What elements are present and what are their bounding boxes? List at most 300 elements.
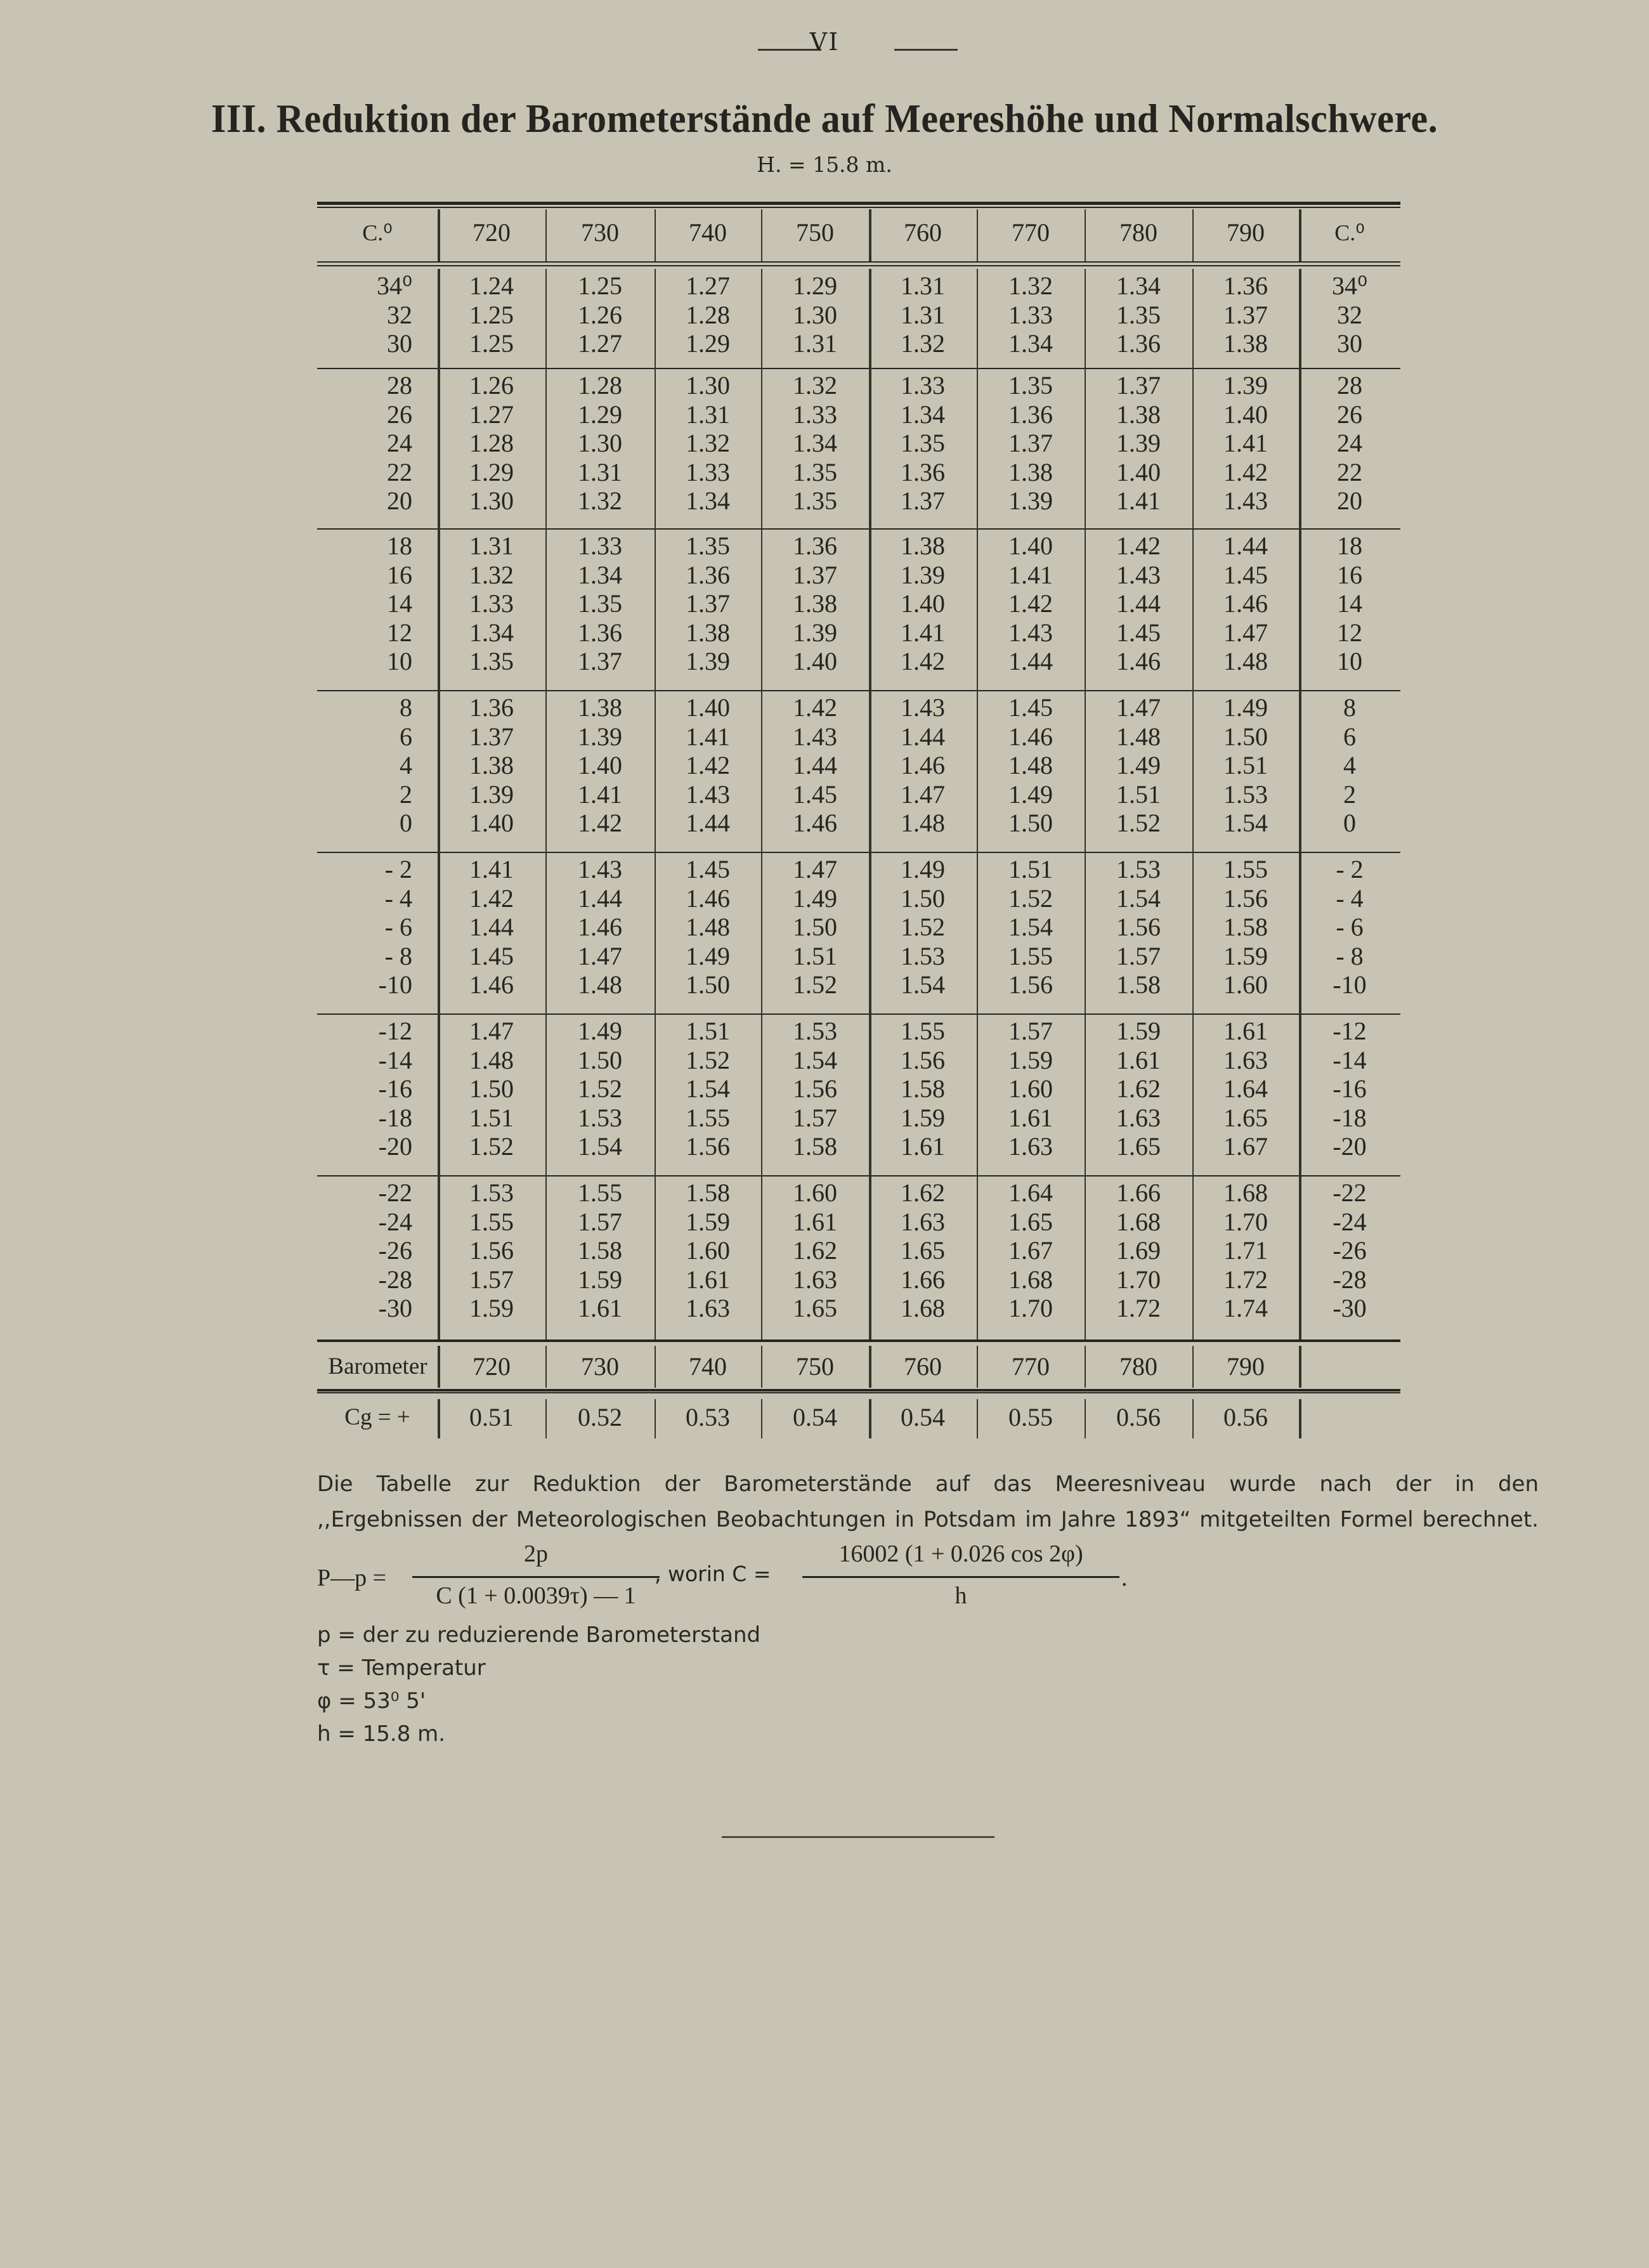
page-title: III. Reduktion der Barometerstände auf Meereshöhe und Normalschwere. [211, 96, 1438, 141]
table-cell: 1.39 [686, 647, 730, 675]
temperature-label: 4 [400, 751, 412, 779]
table-cell: 1.56 [1223, 883, 1268, 913]
table-cell: 1.34 [686, 486, 730, 515]
page-number-rule-right [894, 49, 958, 51]
table-cell: 1.57 [578, 1207, 622, 1236]
temperature-label-right: 30 [1337, 329, 1362, 358]
table-cell: 1.33 [469, 589, 514, 618]
table-cell: 1.37 [793, 560, 837, 589]
table-cell: 1.46 [578, 913, 622, 941]
table-cell: 1.37 [901, 486, 945, 515]
temperature-label-right: 22 [1337, 457, 1362, 486]
group-separator-rule [317, 528, 1400, 530]
table-cell: 1.40 [686, 693, 730, 722]
table-cell: 1.29 [469, 457, 514, 486]
formula-separator: , worin C = [655, 1561, 771, 1586]
table-cell: 1.52 [469, 1132, 514, 1161]
table-cell: 1.60 [686, 1236, 730, 1265]
table-cell: 1.57 [1116, 941, 1161, 970]
table-cell: 1.61 [1008, 1103, 1053, 1132]
table-cell: 1.68 [901, 1294, 945, 1322]
column-header: 770 [1012, 218, 1050, 247]
temperature-label-right: 32 [1337, 300, 1362, 329]
table-cell: 1.25 [469, 329, 514, 358]
table-cell: 1.59 [686, 1207, 730, 1236]
barometer-value: 790 [1227, 1352, 1265, 1381]
table-cell: 1.48 [901, 809, 945, 837]
table-cell: 1.43 [1008, 618, 1053, 647]
temperature-label: -28 [378, 1265, 412, 1294]
table-cell: 1.50 [1008, 809, 1053, 837]
table-cell: 1.57 [469, 1265, 514, 1294]
formula-frac2-numerator: 16002 (1 + 0.026 cos 2φ) [838, 1541, 1083, 1567]
temperature-label-right: 2 [1343, 779, 1356, 809]
table-cell: 1.36 [686, 560, 730, 589]
table-cell: 1.63 [686, 1294, 730, 1322]
table-cell: 1.52 [793, 970, 837, 999]
table-cell: 1.50 [901, 883, 945, 913]
column-header: 780 [1119, 218, 1157, 247]
table-cell: 1.63 [1008, 1132, 1053, 1161]
table-cell: 1.35 [469, 647, 514, 675]
closing-rule [722, 1836, 994, 1838]
table-cell: 1.27 [578, 329, 622, 358]
table-cell: 1.48 [1223, 647, 1268, 675]
table-cell: 1.28 [686, 300, 730, 329]
table-cell: 1.36 [578, 618, 622, 647]
table-cell: 1.44 [469, 913, 514, 941]
table-cell: 1.63 [901, 1207, 945, 1236]
table-cell: 1.26 [578, 300, 622, 329]
table-cell: 1.35 [686, 531, 730, 560]
table-cell: 1.43 [793, 722, 837, 751]
explanation-line-2: ,,Ergebnissen der Meteorologischen Beobachtungen in Potsdam im Jahre 1893“ mitgeteilten Formel berechnet. [317, 1507, 1539, 1532]
table-cell: 1.70 [1008, 1294, 1053, 1322]
table-cell: 1.57 [793, 1103, 837, 1132]
table-cell: 1.38 [1223, 329, 1268, 358]
variable-tau: τ = Temperatur [317, 1655, 486, 1681]
table-cell: 1.49 [578, 1017, 622, 1045]
table-cell: 1.42 [686, 751, 730, 779]
gravity-correction-value: 0.54 [793, 1403, 837, 1431]
table-cell: 1.30 [578, 429, 622, 457]
table-cell: 1.65 [793, 1294, 837, 1322]
temperature-label: 30 [387, 329, 412, 358]
table-cell: 1.65 [1008, 1207, 1053, 1236]
table-cell: 1.36 [469, 693, 514, 722]
temperature-label: 2 [400, 779, 412, 809]
temperature-label-right: -10 [1333, 970, 1367, 999]
table-cell: 1.58 [1116, 970, 1161, 999]
table-cell: 1.56 [1008, 970, 1053, 999]
table-cell: 1.51 [1223, 751, 1268, 779]
temperature-label-right: 16 [1337, 560, 1362, 589]
table-cell: 1.41 [578, 779, 622, 809]
table-cell: 1.30 [686, 371, 730, 400]
table-cell: 1.51 [1116, 779, 1161, 809]
table-cell: 1.54 [901, 970, 945, 999]
table-cell: 1.52 [1116, 809, 1161, 837]
table-cell: 1.51 [793, 941, 837, 970]
temperature-label: -26 [378, 1236, 412, 1265]
table-cell: 1.61 [686, 1265, 730, 1294]
table-cell: 1.25 [469, 300, 514, 329]
table-cell: 1.41 [469, 855, 514, 883]
table-cell: 1.45 [469, 941, 514, 970]
table-cell: 1.41 [1223, 429, 1268, 457]
table-cell: 1.31 [469, 531, 514, 560]
table-cell: 1.64 [1223, 1074, 1268, 1103]
header-corner-left: C.⁰ [362, 220, 393, 245]
temperature-label-right: -26 [1333, 1236, 1367, 1265]
table-cell: 1.31 [901, 300, 945, 329]
table-cell: 1.36 [1116, 329, 1161, 358]
table-cell: 1.37 [469, 722, 514, 751]
table-cell: 1.40 [901, 589, 945, 618]
table-cell: 1.59 [1116, 1017, 1161, 1045]
formula-frac2-line [802, 1576, 1119, 1578]
table-cell: 1.39 [901, 560, 945, 589]
table-cell: 1.58 [578, 1236, 622, 1265]
table-cell: 1.32 [1008, 271, 1053, 300]
formula-end: . [1121, 1565, 1128, 1591]
table-cell: 1.33 [686, 457, 730, 486]
table-cell: 1.66 [901, 1265, 945, 1294]
explanation-line-1: Die Tabelle zur Reduktion der Barometerstände auf das Meeresniveau wurde nach der in den [317, 1471, 1539, 1497]
table-cell: 1.32 [793, 371, 837, 400]
temperature-label-right: -22 [1333, 1178, 1367, 1207]
temperature-label: 10 [387, 647, 412, 675]
table-cell: 1.54 [1223, 809, 1268, 837]
formula-lhs: P—p = [317, 1565, 387, 1591]
table-cell: 1.47 [1223, 618, 1268, 647]
table-cell: 1.51 [469, 1103, 514, 1132]
table-cell: 1.38 [793, 589, 837, 618]
station-height: H. = 15.8 m. [757, 152, 892, 177]
barometer-bottom-rule-2 [317, 1392, 1400, 1393]
table-cell: 1.62 [901, 1178, 945, 1207]
temperature-label: -18 [378, 1103, 412, 1132]
table-cell: 1.37 [1008, 429, 1053, 457]
temperature-label-right: - 2 [1336, 855, 1364, 883]
temperature-label-right: -16 [1333, 1074, 1367, 1103]
temperature-label-right: 24 [1337, 429, 1362, 457]
table-cell: 1.45 [1223, 560, 1268, 589]
table-cell: 1.61 [1223, 1017, 1268, 1045]
table-cell: 1.32 [901, 329, 945, 358]
barometer-row-label: Barometer [328, 1353, 427, 1379]
table-cell: 1.43 [1223, 486, 1268, 515]
variable-p: p = der zu reduzierende Barometerstand [317, 1622, 761, 1648]
table-cell: 1.34 [1008, 329, 1053, 358]
table-cell: 1.63 [793, 1265, 837, 1294]
temperature-label-right: -28 [1333, 1265, 1367, 1294]
table-cell: 1.46 [901, 751, 945, 779]
table-cell: 1.72 [1116, 1294, 1161, 1322]
table-cell: 1.32 [686, 429, 730, 457]
table-cell: 1.44 [1116, 589, 1161, 618]
variable-list [317, 1619, 760, 1750]
table-cell: 1.35 [578, 589, 622, 618]
table-cell: 1.44 [901, 722, 945, 751]
table-cell: 1.40 [578, 751, 622, 779]
temperature-label: -30 [378, 1294, 412, 1322]
temperature-label: -12 [378, 1017, 412, 1045]
table-cell: 1.54 [1008, 913, 1053, 941]
table-cell: 1.58 [1223, 913, 1268, 941]
table-cell: 1.38 [901, 531, 945, 560]
table-cell: 1.50 [469, 1074, 514, 1103]
table-cell: 1.32 [469, 560, 514, 589]
table-cell: 1.50 [1223, 722, 1268, 751]
table-cell: 1.65 [1116, 1132, 1161, 1161]
table-cell: 1.37 [686, 589, 730, 618]
table-cell: 1.68 [1008, 1265, 1053, 1294]
table-cell: 1.40 [793, 647, 837, 675]
table-cell: 1.42 [1116, 531, 1161, 560]
table-cell: 1.34 [1116, 271, 1161, 300]
temperature-label: -14 [378, 1045, 412, 1074]
table-cell: 1.63 [1116, 1103, 1161, 1132]
table-cell: 1.69 [1116, 1236, 1161, 1265]
table-cell: 1.55 [578, 1178, 622, 1207]
table-cell: 1.49 [1223, 693, 1268, 722]
barometer-bottom-rule [317, 1389, 1400, 1391]
table-cell: 1.46 [686, 883, 730, 913]
temperature-label-right: 26 [1337, 400, 1362, 429]
barometer-value: 720 [473, 1352, 511, 1381]
formula [317, 1540, 1142, 1622]
temperature-label-right: 34⁰ [1331, 271, 1368, 300]
barometer-value: 750 [796, 1352, 834, 1381]
table-cell: 1.54 [686, 1074, 730, 1103]
temperature-label: 24 [387, 429, 412, 457]
table-cell: 1.36 [901, 457, 945, 486]
table-cell: 1.45 [1008, 693, 1053, 722]
table-cell: 1.39 [1223, 371, 1268, 400]
table-cell: 1.74 [1223, 1294, 1268, 1322]
table-cell: 1.35 [901, 429, 945, 457]
variable-h: h = 15.8 m. [317, 1721, 446, 1747]
table-cell: 1.38 [578, 693, 622, 722]
table-cell: 1.55 [469, 1207, 514, 1236]
table-cell: 1.59 [1008, 1045, 1053, 1074]
table-cell: 1.24 [469, 271, 514, 300]
barometer-value: 740 [689, 1352, 727, 1381]
table-cell: 1.61 [578, 1294, 622, 1322]
table-cell: 1.33 [578, 531, 622, 560]
temperature-label-right: 28 [1337, 371, 1362, 400]
temperature-label-right: 18 [1337, 531, 1362, 560]
table-cell: 1.50 [793, 913, 837, 941]
temperature-label-right: -18 [1333, 1103, 1367, 1132]
table-cell: 1.34 [578, 560, 622, 589]
table-cell: 1.48 [578, 970, 622, 999]
table-cell: 1.44 [578, 883, 622, 913]
table-cell: 1.59 [1223, 941, 1268, 970]
table-cell: 1.72 [1223, 1265, 1268, 1294]
temperature-label-right: 4 [1343, 751, 1356, 779]
table-cell: 1.37 [578, 647, 622, 675]
table-cell: 1.47 [578, 941, 622, 970]
gravity-correction-value: 0.56 [1223, 1403, 1268, 1431]
table-cell: 1.31 [901, 271, 945, 300]
table-cell: 1.59 [578, 1265, 622, 1294]
gravity-correction-value: 0.55 [1008, 1403, 1053, 1431]
table-cell: 1.37 [1223, 300, 1268, 329]
table-cell: 1.44 [686, 809, 730, 837]
table-cell: 1.61 [793, 1207, 837, 1236]
table-cell: 1.41 [901, 618, 945, 647]
table-cell: 1.68 [1223, 1178, 1268, 1207]
table-cell: 1.55 [686, 1103, 730, 1132]
table-cell: 1.38 [686, 618, 730, 647]
table-cell: 1.68 [1116, 1207, 1161, 1236]
column-header: 750 [796, 218, 834, 247]
table-cell: 1.42 [578, 809, 622, 837]
table-cell: 1.64 [1008, 1178, 1053, 1207]
temperature-label: 22 [387, 457, 412, 486]
header-corner-right: C.⁰ [1334, 220, 1365, 245]
table-cell: 1.66 [1116, 1178, 1161, 1207]
table-cell: 1.35 [793, 457, 837, 486]
temperature-label: 28 [387, 371, 412, 400]
group-separator-rule [317, 1175, 1400, 1176]
header-bottom-rule [317, 261, 1400, 263]
table-cell: 1.46 [1223, 589, 1268, 618]
table-cell: 1.41 [1116, 486, 1161, 515]
table-cell: 1.67 [1008, 1236, 1053, 1265]
table-cell: 1.52 [686, 1045, 730, 1074]
temperature-label-right: - 4 [1336, 883, 1364, 913]
table-cell: 1.34 [469, 618, 514, 647]
column-divider [1299, 1399, 1301, 1438]
table-cell: 1.39 [1008, 486, 1053, 515]
table-cell: 1.39 [793, 618, 837, 647]
table-cell: 1.34 [901, 400, 945, 429]
table-body-bottom-rule [317, 1339, 1400, 1342]
temperature-label-right: 0 [1343, 809, 1356, 837]
table-cell: 1.58 [686, 1178, 730, 1207]
temperature-label-right: 12 [1337, 618, 1362, 647]
table-cell: 1.40 [469, 809, 514, 837]
gravity-correction-value: 0.54 [901, 1403, 945, 1431]
group-separator-rule [317, 1013, 1400, 1015]
table-cell: 1.29 [578, 400, 622, 429]
table-cell: 1.39 [578, 722, 622, 751]
table-cell: 1.57 [1008, 1017, 1053, 1045]
table-cell: 1.42 [793, 693, 837, 722]
column-header: 760 [904, 218, 942, 247]
temperature-label: 16 [387, 560, 412, 589]
table-cell: 1.65 [901, 1236, 945, 1265]
table-cell: 1.41 [686, 722, 730, 751]
table-cell: 1.40 [1223, 400, 1268, 429]
gravity-correction-value: 0.51 [469, 1403, 514, 1431]
table-cell: 1.53 [901, 941, 945, 970]
variable-phi: φ = 53⁰ 5' [317, 1688, 426, 1714]
barometer-value: 730 [581, 1352, 619, 1381]
barometer-value: 760 [904, 1352, 942, 1381]
table-cell: 1.52 [901, 913, 945, 941]
table-cell: 1.61 [901, 1132, 945, 1161]
temperature-label: 0 [400, 809, 412, 837]
temperature-label-right: 20 [1337, 486, 1362, 515]
table-cell: 1.51 [1008, 855, 1053, 883]
table-cell: 1.31 [686, 400, 730, 429]
table-cell: 1.32 [578, 486, 622, 515]
table-cell: 1.56 [793, 1074, 837, 1103]
table-cell: 1.33 [901, 371, 945, 400]
table-cell: 1.27 [469, 400, 514, 429]
table-top-rule [317, 202, 1400, 205]
temperature-label-right: -30 [1333, 1294, 1367, 1322]
column-header: 730 [581, 218, 619, 247]
table-cell: 1.47 [793, 855, 837, 883]
table-cell: 1.65 [1223, 1103, 1268, 1132]
table-cell: 1.70 [1116, 1265, 1161, 1294]
temperature-label: 12 [387, 618, 412, 647]
group-separator-rule [317, 368, 1400, 369]
table-cell: 1.30 [469, 486, 514, 515]
temperature-label: -22 [378, 1178, 412, 1207]
table-cell: 1.49 [793, 883, 837, 913]
table-cell: 1.42 [1223, 457, 1268, 486]
table-cell: 1.38 [1116, 400, 1161, 429]
temperature-label: 14 [387, 589, 412, 618]
table-top-rule-thin [317, 207, 1400, 208]
table-cell: 1.50 [578, 1045, 622, 1074]
column-header: 720 [473, 218, 511, 247]
temperature-label: 8 [400, 693, 412, 722]
temperature-label: 20 [387, 486, 412, 515]
temperature-label-right: 10 [1337, 647, 1362, 675]
table-cell: 1.49 [686, 941, 730, 970]
column-divider [1299, 1346, 1301, 1388]
table-cell: 1.46 [793, 809, 837, 837]
table-cell: 1.47 [469, 1017, 514, 1045]
header-bottom-rule-2 [317, 265, 1400, 266]
table-cell: 1.31 [578, 457, 622, 486]
temperature-label-right: 6 [1343, 722, 1356, 751]
table-cell: 1.53 [469, 1178, 514, 1207]
temperature-label: - 4 [384, 883, 412, 913]
temperature-label: -20 [378, 1132, 412, 1161]
table-cell: 1.43 [578, 855, 622, 883]
table-cell: 1.59 [469, 1294, 514, 1322]
temperature-label: - 8 [384, 941, 412, 970]
temperature-label: - 6 [384, 913, 412, 941]
gravity-correction-value: 0.56 [1116, 1403, 1161, 1431]
table-cell: 1.53 [1223, 779, 1268, 809]
table-cell: 1.56 [901, 1045, 945, 1074]
table-cell: 1.25 [578, 271, 622, 300]
group-separator-rule [317, 852, 1400, 853]
table-cell: 1.42 [1008, 589, 1053, 618]
table-cell: 1.62 [1116, 1074, 1161, 1103]
table-cell: 1.47 [901, 779, 945, 809]
table-cell: 1.44 [1223, 531, 1268, 560]
table-cell: 1.29 [686, 329, 730, 358]
temperature-label-right: -24 [1333, 1207, 1367, 1236]
table-cell: 1.46 [1008, 722, 1053, 751]
formula-frac1-denominator: C (1 + 0.0039τ) — 1 [436, 1582, 636, 1609]
table-cell: 1.40 [1008, 531, 1053, 560]
table-cell: 1.38 [469, 751, 514, 779]
barometer-value: 780 [1119, 1352, 1157, 1381]
temperature-label: 6 [400, 722, 412, 751]
temperature-label-right: -14 [1333, 1045, 1367, 1074]
